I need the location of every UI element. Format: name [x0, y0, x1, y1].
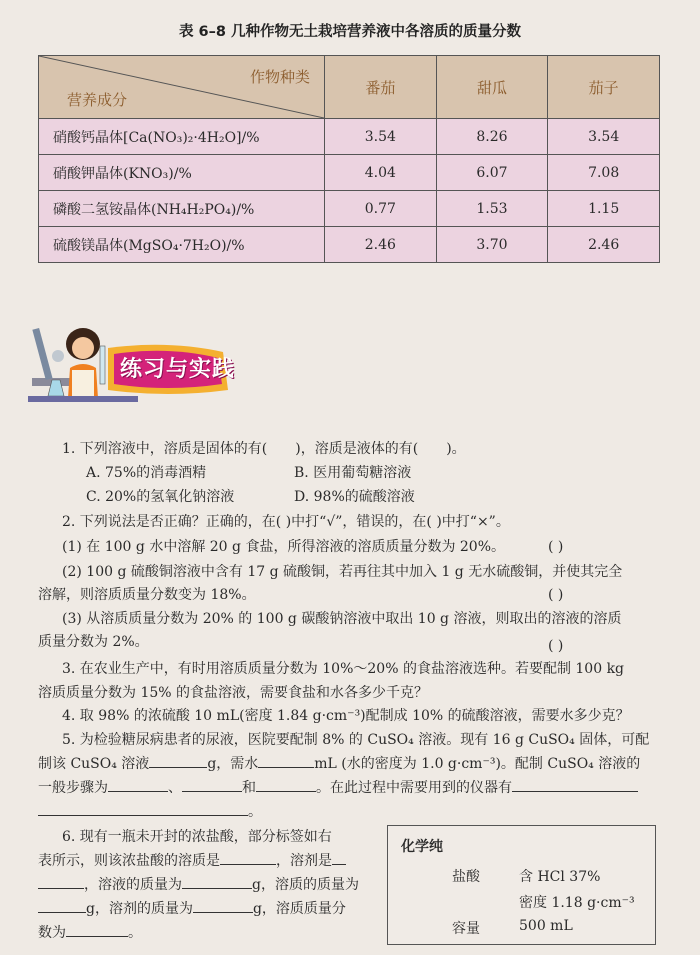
question-2-stem: 2. 下列说法是否正确？正确的，在( )中打“√”，错误的，在( )中打“×”。	[62, 514, 510, 530]
q5-text: 、	[168, 780, 182, 796]
row-label: 硫酸镁晶体(MgSO₄·7H₂O)/%	[39, 227, 325, 263]
row-label: 磷酸二氢铵晶体(NH₄H₂PO₄)/%	[39, 191, 325, 227]
q6-text: g，溶质的质量为	[252, 877, 359, 893]
question-5-line-2	[38, 753, 640, 776]
answer-blank[interactable]	[182, 777, 242, 792]
table-cell: 3.54	[325, 119, 437, 155]
q1-text-b: )，溶质是液体的有(	[295, 441, 419, 457]
question-3-line-2: 溶质质量分数为 15% 的食盐溶液，需要食盐和水各多少千克？	[38, 685, 429, 701]
q6-text: ，溶液的质量为	[84, 877, 182, 893]
question-6-line-3	[38, 874, 359, 897]
table-row	[39, 227, 660, 263]
table-row	[39, 155, 660, 191]
section-banner	[28, 318, 248, 408]
table-cell: 3.70	[436, 227, 548, 263]
table-cell: 8.26	[436, 119, 548, 155]
q5-text: mL (水的密度为 1.0 g·cm⁻³)。配制 CuSO₄ 溶液的	[314, 756, 641, 772]
table-cell: 7.08	[548, 155, 660, 191]
answer-blank[interactable]	[66, 922, 128, 937]
q5-text: 制该 CuSO₄ 溶液	[38, 756, 150, 772]
table-header-row	[39, 56, 660, 119]
q6-text: 数为	[38, 925, 66, 941]
q2-statement-3-cont: 质量分数为 2%。	[38, 634, 149, 650]
q2-statement-1: (1) 在 100 g 水中溶解 20 g 食盐，所得溶液的溶质质量分数为 20%。	[62, 539, 506, 555]
answer-blank[interactable]	[38, 874, 84, 889]
q5-text: g，需水	[207, 756, 259, 772]
q6-text: 。	[128, 925, 142, 941]
q6-text: g，溶剂的质量为	[86, 901, 193, 917]
answer-blank[interactable]	[193, 898, 253, 913]
table-cell: 0.77	[325, 191, 437, 227]
answer-blank[interactable]	[108, 777, 168, 792]
q1-option-a: A. 75%的消毒酒精	[86, 465, 207, 481]
question-6-line-5	[38, 922, 142, 945]
answer-paren[interactable]: ( )	[548, 638, 564, 654]
q1-option-b: B. 医用葡萄糖溶液	[294, 465, 412, 481]
question-6-line-1: 6. 现有一瓶未开封的浓盐酸，部分标签如右	[62, 829, 332, 845]
q1-option-c: C. 20%的氢氧化钠溶液	[86, 489, 235, 505]
label-density: 密度 1.18 g·cm⁻³	[519, 895, 635, 911]
answer-blank[interactable]	[38, 801, 248, 816]
q2-statement-2: (2) 100 g 硫酸铜溶液中含有 17 g 硫酸铜，若再往其中加入 1 g 无水硫酸铜，并使其完全	[62, 564, 623, 580]
label-volume: 500 mL	[519, 918, 573, 934]
table-cell: 6.07	[436, 155, 548, 191]
question-4: 4. 取 98% 的浓硫酸 10 mL(密度 1.84 g·cm⁻³)配制成 10% 的硫酸溶液，需要水多少克？	[62, 708, 630, 724]
table-row	[39, 119, 660, 155]
question-5-line-4	[38, 801, 262, 824]
table-cell: 1.53	[436, 191, 548, 227]
answer-blank[interactable]	[220, 850, 276, 865]
question-5-line-3	[38, 777, 638, 800]
answer-blank[interactable]	[182, 874, 252, 889]
answer-blank[interactable]	[38, 898, 86, 913]
q5-text: 。在此过程中需要用到的仪器有	[316, 780, 512, 796]
answer-blank[interactable]	[149, 753, 207, 768]
q2-statement-2-cont: 溶解，则溶质质量分数变为 18%。	[38, 587, 256, 603]
q5-text: 一般步骤为	[38, 780, 108, 796]
table-caption: 表 6–8 几种作物无土栽培营养液中各溶质的质量分数	[178, 24, 522, 40]
label-grade: 化学纯	[401, 839, 443, 855]
row-label: 硝酸钾晶体(KNO₃)/%	[39, 155, 325, 191]
reagent-label-box	[387, 825, 656, 945]
label-content: 含 HCl 37%	[519, 869, 601, 885]
nutrient-table	[38, 55, 660, 263]
section-title: 练习与实践	[120, 357, 236, 382]
q1-text-a: 1. 下列溶液中，溶质是固体的有(	[62, 441, 268, 457]
table-cell: 2.46	[325, 227, 437, 263]
question-1-stem	[62, 438, 466, 461]
question-3-line-1: 3. 在农业生产中，有时用溶质质量分数为 10%～20% 的食盐溶液选种。若要配制 100 kg	[62, 661, 625, 677]
column-header-melon: 甜瓜	[436, 56, 548, 119]
row-label: 硝酸钙晶体[Ca(NO₃)₂·4H₂O]/%	[39, 119, 325, 155]
q2-statement-3: (3) 从溶质质量分数为 20% 的 100 g 碳酸钠溶液中取出 10 g 溶液，则取出的溶液的溶质	[62, 611, 622, 627]
q1-text-c: )。	[446, 441, 466, 457]
header-nutrient: 营养成分	[67, 91, 128, 109]
answer-blank[interactable]	[256, 777, 316, 792]
answer-paren[interactable]: ( )	[548, 587, 564, 603]
diagonal-header-cell	[39, 56, 325, 119]
q6-text: 表所示，则该浓盐酸的溶质是	[38, 853, 220, 869]
table-cell: 3.54	[548, 119, 660, 155]
q1-option-d: D. 98%的硫酸溶液	[294, 489, 415, 505]
question-5-line-1: 5. 为检验糖尿病患者的尿液，医院要配制 8% 的 CuSO₄ 溶液。现有 16 g CuSO₄ 固体，可配	[62, 732, 650, 748]
question-6-line-4	[38, 898, 346, 921]
answer-blank[interactable]	[332, 850, 346, 865]
question-6-line-2	[38, 850, 346, 873]
label-volume-key: 容量	[452, 921, 480, 937]
table-cell: 1.15	[548, 191, 660, 227]
answer-blank[interactable]	[512, 777, 638, 792]
table-cell: 2.46	[548, 227, 660, 263]
column-header-eggplant: 茄子	[548, 56, 660, 119]
q5-text: 。	[248, 804, 262, 820]
q5-text: 和	[242, 780, 256, 796]
column-header-tomato: 番茄	[325, 56, 437, 119]
table-cell: 4.04	[325, 155, 437, 191]
answer-blank[interactable]	[258, 753, 314, 768]
q6-text: g，溶质质量分	[252, 901, 346, 917]
answer-paren[interactable]: ( )	[548, 539, 564, 555]
table-row	[39, 191, 660, 227]
q6-text: ，溶剂是	[276, 853, 332, 869]
header-crop-type: 作物种类	[249, 68, 310, 86]
label-name-key: 盐酸	[452, 869, 480, 885]
